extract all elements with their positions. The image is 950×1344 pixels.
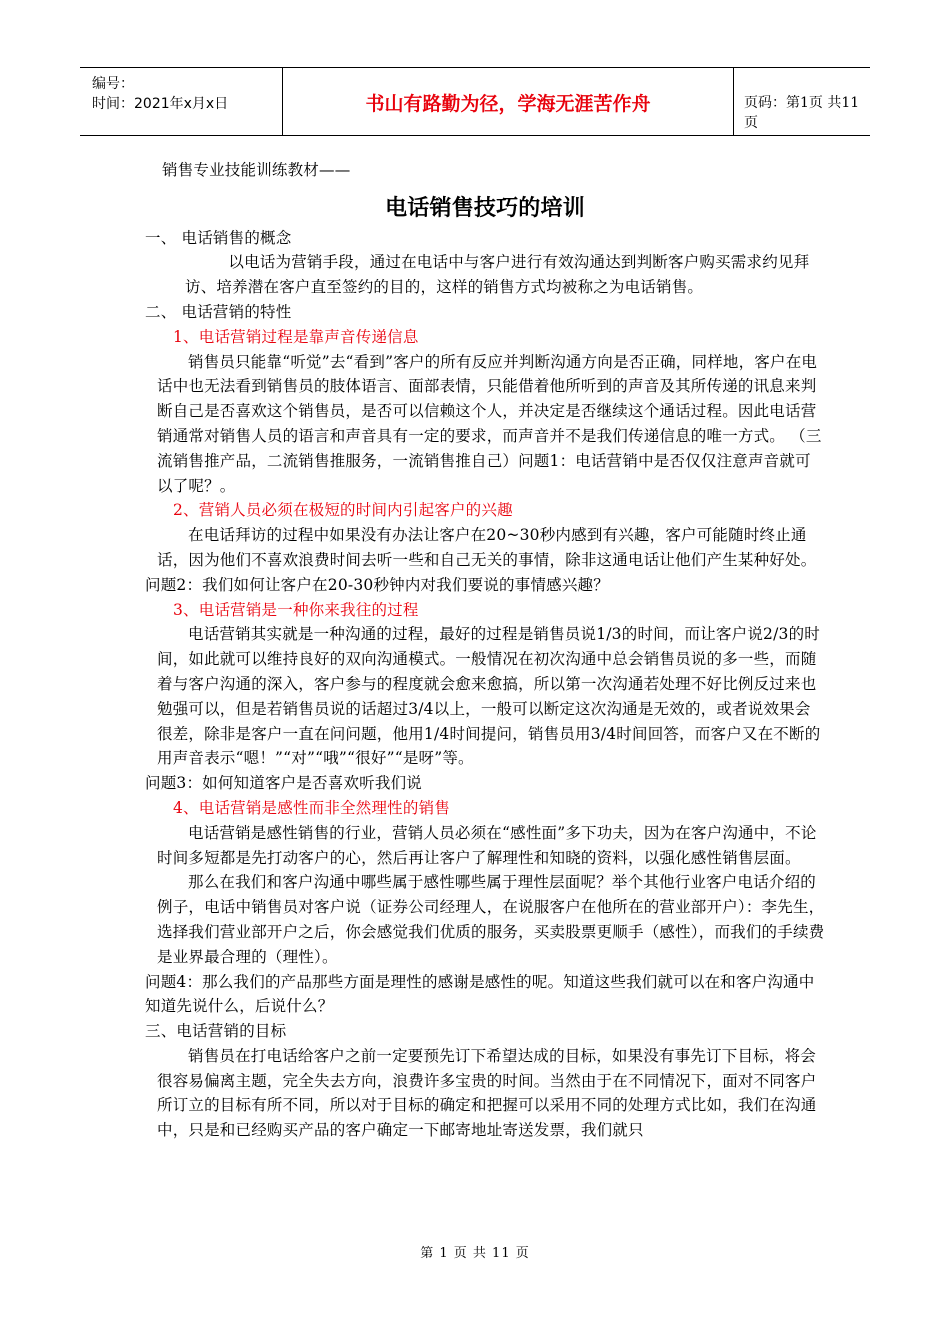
section-1-heading: 一、 电话销售的概念 [145,228,292,247]
section-1-paragraph: 以电话为营销手段，通过在电话中与客户进行有效沟通达到判断客户购买需求约见拜访、培养潜在客户直至签约的目的，这样的销售方式均被称之为电话销售。 [185,253,810,297]
section-2-heading: 二、 电话营销的特性 [145,302,292,321]
header-motto: 书山有路勤为径，学海无涯苦作舟 [282,68,734,135]
section-2-1-heading: 1、电话营销过程是靠声音传递信息 [173,327,419,346]
page-footer: 第 1 页 共 11 页 [420,1246,530,1261]
section-2-3-paragraph: 电话营销其实就是一种沟通的过程，最好的过程是销售员说1/3的时间，而让客户说2/3的时间，如此就可以维持良好的双向沟通模式。一般情况在初次沟通中总会销售员说的多一些，而随着与客户沟通的深入，客户参与的程度就会愈来愈搞，所以第一次沟通若处理不好比例反过来也勉强可以，但是若销售员说的话超过3/4以上，一般可以断定这次沟通是无效的，或者说效果会很差，除非是客户一直在问问题，他用1/4时间提问，销售员用3/4时间回答，而客户又在不断的用声音表示“嗯！”“对”“哦”“很好”“是呀”等。 [157,625,821,768]
section-2-4-paragraph-2: 那么在我们和客户沟通中哪些属于感性哪些属于理性层面呢？举个其他行业客户电话介绍的例子，电话中销售员对客户说（证券公司经理人，在说服客户在他所在的营业部开户）：李先生，选择我们营业部开户之后，你会感觉我们优质的服务，买卖股票更顺手（感性），而我们的手续费是业界最合理的（理性）。 [157,873,825,966]
question-4: 问题4：那么我们的产品那些方面是理性的感谢是感性的呢。知道这些我们就可以在和客户沟通中知道先说什么，后说什么？ [145,972,815,1016]
section-3-heading: 三、电话营销的目标 [145,1022,287,1041]
doc-subtitle: 销售专业技能训练教材—— [162,161,351,179]
header-time: 时间：2021年x月x日 [92,96,229,112]
question-2: 问题2：我们如何让客户在20-30秒钟内对我们要说的事情感兴趣？ [145,575,609,594]
section-2-2-paragraph: 在电话拜访的过程中如果没有办法让客户在20~30秒内感到有兴趣，客户可能随时终止通话，因为他们不喜欢浪费时间去听一些和自己无关的事情，除非这通电话让他们产生某种好处。 [157,526,817,569]
document-body [145,158,825,1143]
header-number: 编号： [92,76,134,92]
section-3-paragraph: 销售员在打电话给客户之前一定要预先订下希望达成的目标，如果没有事先订下目标，将会很容易偏离主题，完全失去方向，浪费许多宝贵的时间。当然由于在不同情况下，面对不同客户所订立的目标有所不同，所以对于目标的确定和把握可以采用不同的处理方式比如，我们在沟通中，只是和已经购买产品的客户确定一下邮寄地址寄送发票，我们就只 [157,1046,817,1140]
header-meta [80,68,282,135]
document-header [80,67,870,136]
section-2-2-heading: 2、营销人员必须在极短的时间内引起客户的兴趣 [173,501,513,520]
header-page-info: 页码：第1页 共11页 [744,95,860,131]
section-2-1-paragraph: 销售员只能靠“听觉”去“看到”客户的所有反应并判断沟通方向是否正确，同样地，客户在电话中也无法看到销售员的肢体语言、面部表情，只能借着他所听到的声音及其所传递的讯息来判断自己是否喜欢这个销售员，是否可以信赖这个人，并决定是否继续这个通话过程。因此电话营销通常对销售人员的语言和声音具有一定的要求，而声音并不是我们传递信息的唯一方式。 （三流销售推产品，二流销售推服务，一流销售推自己）问题1：电话营销中是否仅仅注意声音就可以了呢？。 [157,352,822,495]
doc-title: 电话销售技巧的培训 [385,195,585,221]
question-3: 问题3：如何知道客户是否喜欢听我们说 [145,774,422,793]
section-2-4-paragraph-1: 电话营销是感性销售的行业，营销人员必须在“感性面”多下功夫，因为在客户沟通中，不论时间多短都是先打动客户的心，然后再让客户了解理性和知晓的资料，以强化感性销售层面。 [157,823,817,867]
section-2-4-heading: 4、电话营销是感性而非全然理性的销售 [173,798,450,817]
section-2-3-heading: 3、电话营销是一种你来我往的过程 [173,600,419,619]
